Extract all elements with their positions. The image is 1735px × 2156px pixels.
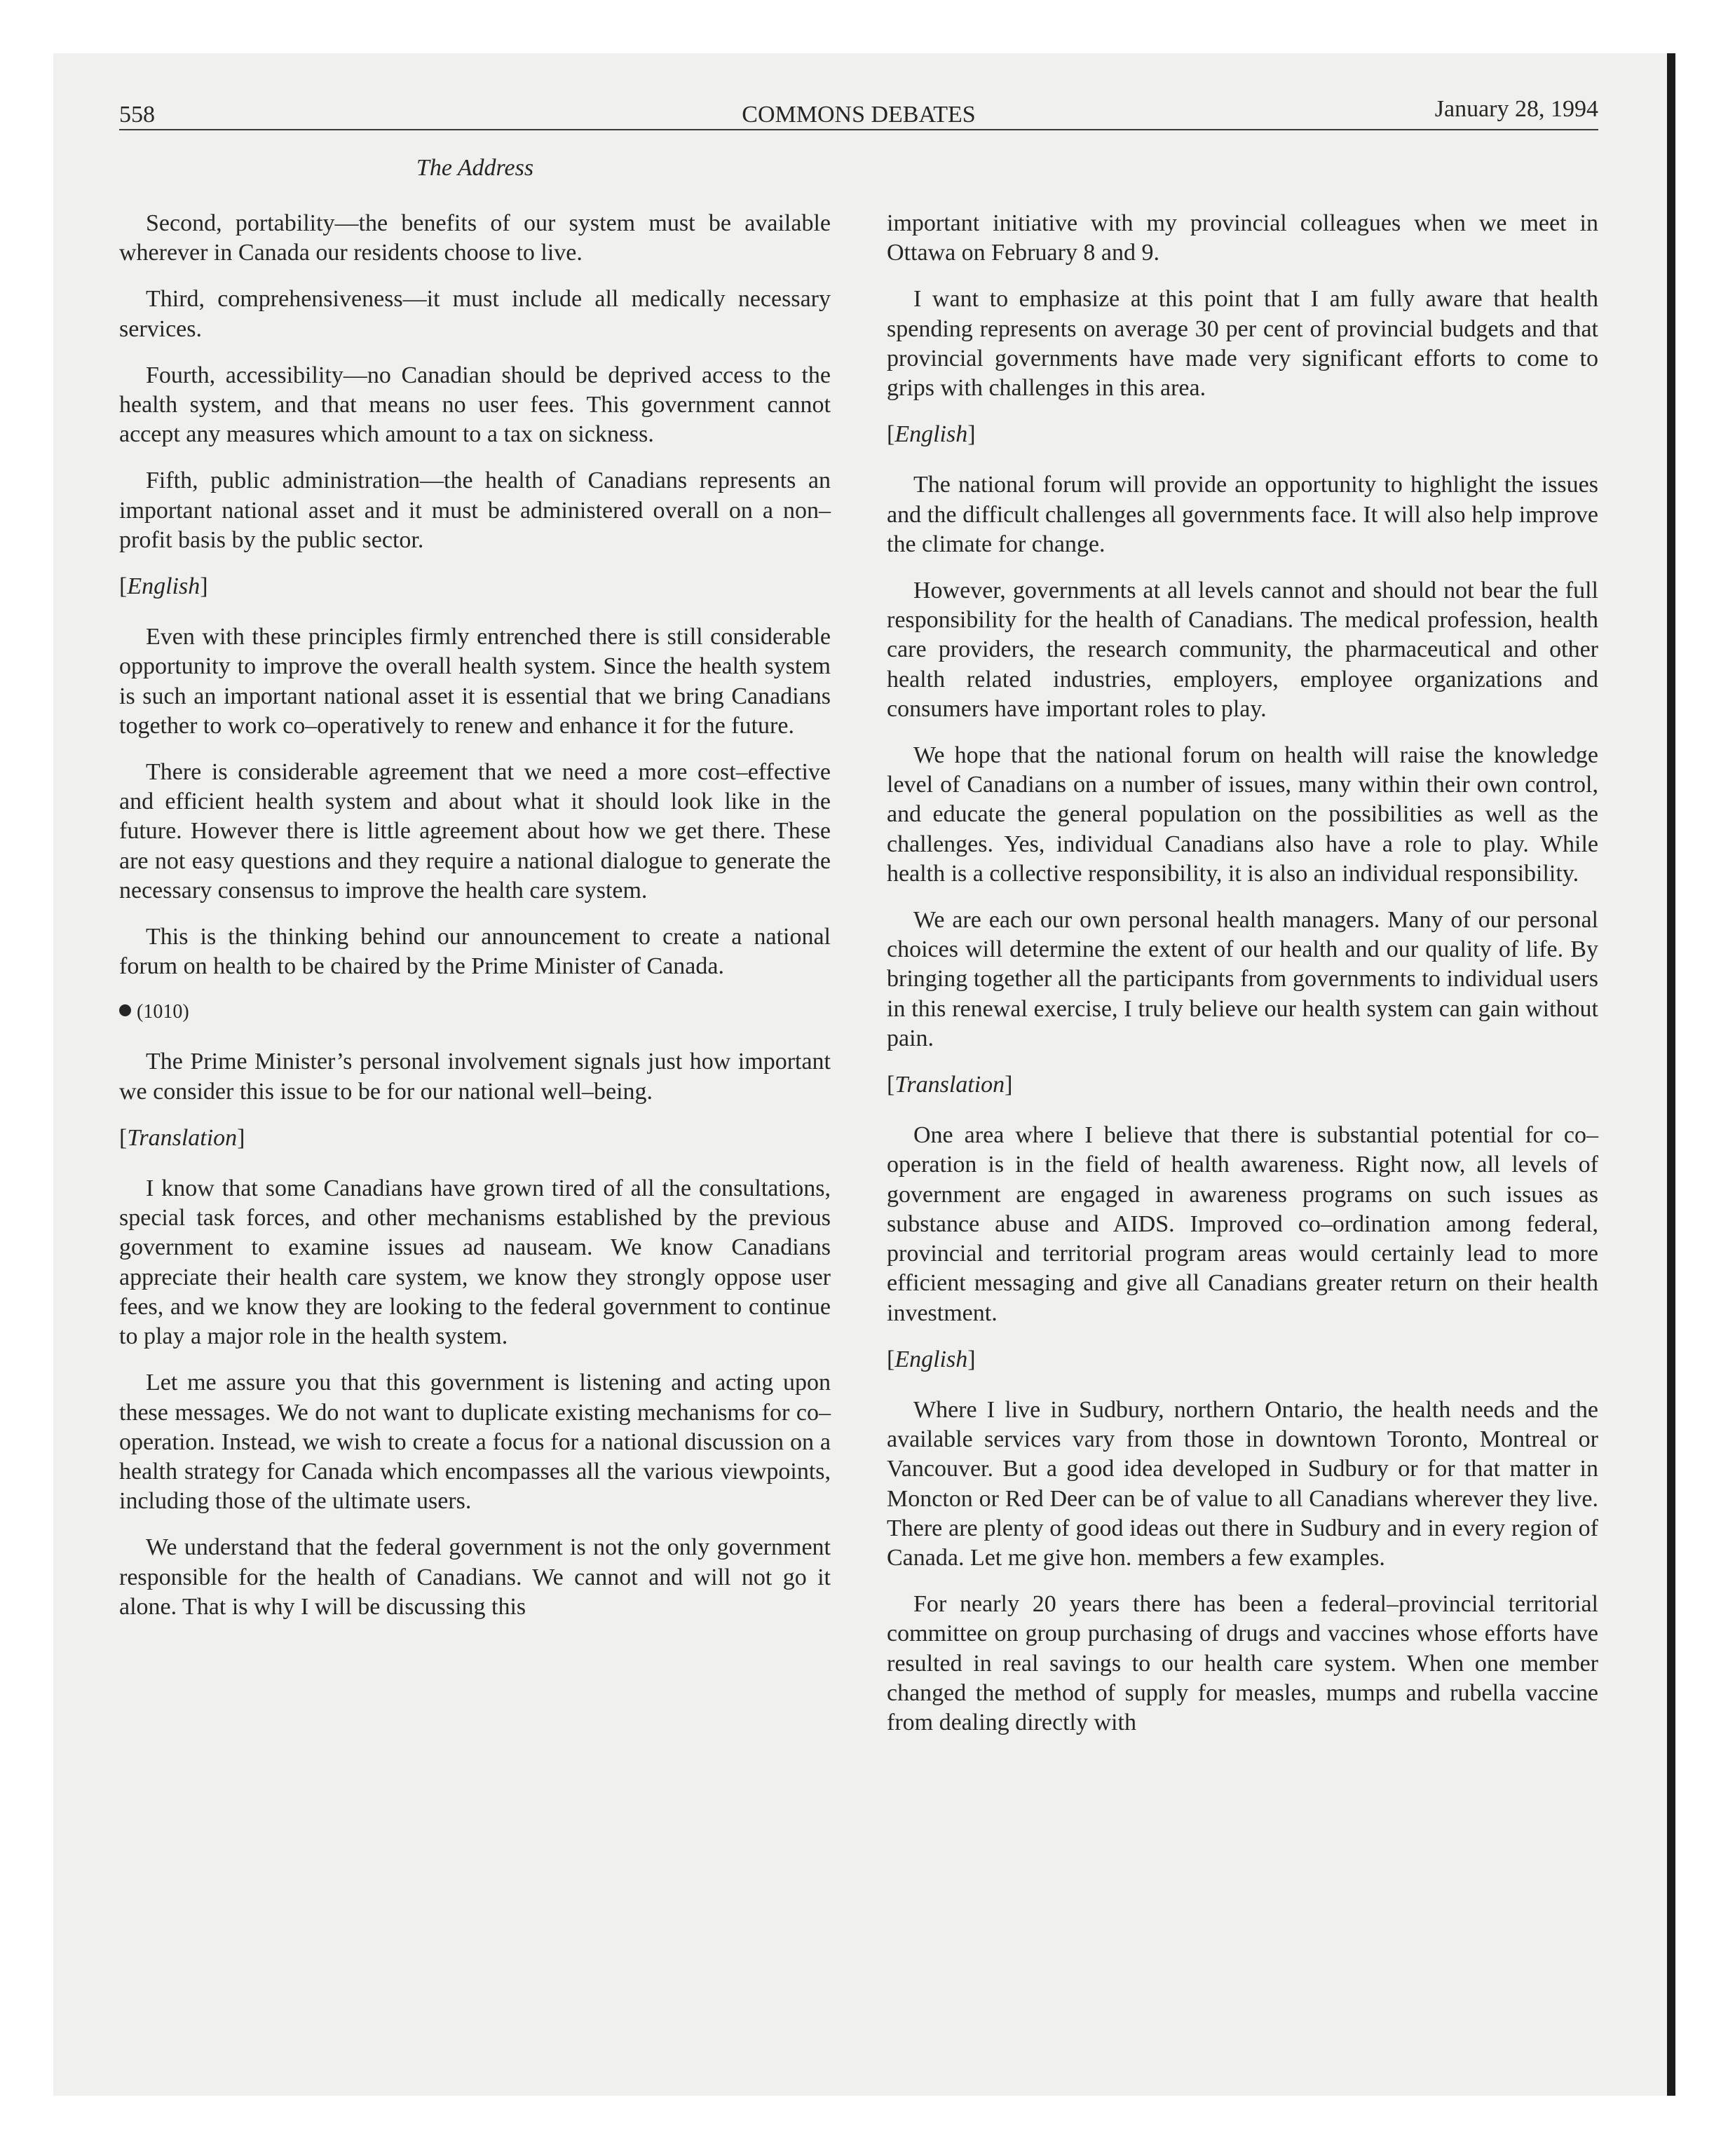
language-marker: [Translation]	[887, 1072, 1013, 1098]
paragraph: Let me assure you that this government is listening and acting upon these messages. We do not want to duplicate existing mechanisms for co–operation. Instead, we wish to create a focus for a national discussion on a health strategy for Canada which encompasses all the various viewpoints, including those of the ultimate users.	[119, 1370, 831, 1515]
publication-date: January 28, 1994	[1434, 96, 1598, 122]
paragraph: Second, portability—the benefits of our system must be available wherever in Canada our residents choose to live.	[119, 210, 831, 266]
paragraph: Fourth, accessibility—no Canadian should be deprived access to the health system, and that means no user fees. This government cannot accept any measures which amount to a tax on sickness.	[119, 362, 831, 448]
publication-title: COMMONS DEBATES	[742, 102, 976, 128]
paragraph: Where I live in Sudbury, northern Ontario, the health needs and the available services vary from those in downtown Toronto, Montreal or Vancouver. But a good idea developed in Sudbury or for that matter in Moncton or Red Deer can be of value to all Canadians wherever they live. There are plenty of good ideas out there in Sudbury and in every region of Canada. Let me give hon. members a few examples.	[887, 1396, 1598, 1571]
language-label: Translation	[894, 1072, 1005, 1098]
page-header	[119, 90, 1598, 130]
section-title: The Address	[416, 155, 534, 181]
paragraph: The Prime Minister’s personal involvement signals just how important we consider this issue to be for our national well–being.	[119, 1049, 831, 1105]
bullet-icon	[119, 1004, 131, 1016]
language-label: English	[127, 573, 200, 600]
paragraph: Fifth, public administration—the health of Canadians represents an important national asset and it must be administered overall on a non–profit basis by the public sector.	[119, 468, 831, 553]
paragraph: We are each our own personal health managers. Many of our personal choices will determine the extent of our health and our quality of life. By bringing together all the participants from governments to individual users in this renewal exercise, I truly believe our health system can gain without pain.	[887, 907, 1598, 1051]
scan-edge-shadow	[1667, 53, 1675, 2096]
text-columns	[119, 209, 1598, 1754]
page-number: 558	[119, 102, 155, 128]
paragraph: However, governments at all levels cannot and should not bear the full responsibility for the health of Canadians. The medical profession, health care providers, the research community, the pharmaceutical and other health related industries, employers, employee organizations and consumers have important roles to play.	[887, 578, 1598, 722]
paragraph: This is the thinking behind our announcement to create a national forum on health to be chaired by the Prime Minister of Canada.	[119, 924, 831, 980]
paragraph: We hope that the national forum on health will raise the knowledge level of Canadians on a number of issues, many within their own control, and educate the general population on the possibilities as well as the challenges. Yes, individual Canadians also have a role to play. While health is a collective responsibility, it is also an individual responsibility.	[887, 742, 1598, 887]
document-page	[119, 90, 1598, 1735]
paragraph: For nearly 20 years there has been a federal–provincial territorial committee on group purchasing of drugs and vaccines whose efforts have resulted in real savings to our health care system. When one member changed the method of supply for measles, mumps and rubella vaccine from dealing directly with	[887, 1591, 1598, 1735]
language-label: English	[894, 1346, 968, 1372]
paragraph: The national forum will provide an opportunity to highlight the issues and the difficult challenges all governments face. It will also help improve the climate for change.	[887, 472, 1598, 557]
language-marker: [English]	[887, 421, 976, 448]
paragraph: One area where I believe that there is substantial potential for co–operation is in the field of health awareness. Right now, all levels of government are engaged in awareness programs on such issues as substance abuse and AIDS. Improved co–ordination among federal, provincial and territorial program areas would certainly lead to more efficient messaging and give all Canadians greater return on their health investment.	[887, 1122, 1598, 1326]
language-marker: [Translation]	[119, 1124, 245, 1151]
language-marker: [English]	[887, 1346, 976, 1372]
time-stamp-text: (1010)	[137, 1001, 189, 1023]
language-label: Translation	[127, 1124, 238, 1151]
paragraph: We understand that the federal government is not the only government responsible for the health of Canadians. We cannot and will not go it alone. That is why I will be discussing this	[119, 1534, 831, 1620]
paragraph: There is considerable agreement that we need a more cost–effective and efficient health system and about what it should look like in the future. However there is little agreement about how we get there. These are not easy questions and they require a national dialogue to generate the necessary consensus to improve the health care system.	[119, 759, 831, 903]
paragraph: important initiative with my provincial colleagues when we meet in Ottawa on February 8 and 9.	[887, 210, 1598, 266]
language-marker: [English]	[119, 573, 208, 600]
time-stamp	[119, 998, 831, 1026]
language-label: English	[894, 421, 968, 448]
paragraph: Third, comprehensiveness—it must include all medically necessary services.	[119, 286, 831, 342]
right-column	[887, 209, 1598, 1754]
paragraph: Even with these principles firmly entrenched there is still considerable opportunity to improve the overall health system. Since the health system is such an important national asset it is essential that we bring Canadians together to work co–operatively to renew and enhance it for the future.	[119, 624, 831, 739]
paragraph: I want to emphasize at this point that I am fully aware that health spending represents on average 30 per cent of provincial budgets and that provincial governments have made very significant efforts to come to grips with challenges in this area.	[887, 286, 1598, 402]
left-column	[119, 209, 831, 1754]
paragraph: I know that some Canadians have grown tired of all the consultations, special task forces, and other mechanisms established by the previous government to examine issues ad nauseam. We know Canadians appreciate their health care system, we know they strongly oppose user fees, and we know they are looking to the federal government to continue to play a major role in the health system.	[119, 1175, 831, 1350]
